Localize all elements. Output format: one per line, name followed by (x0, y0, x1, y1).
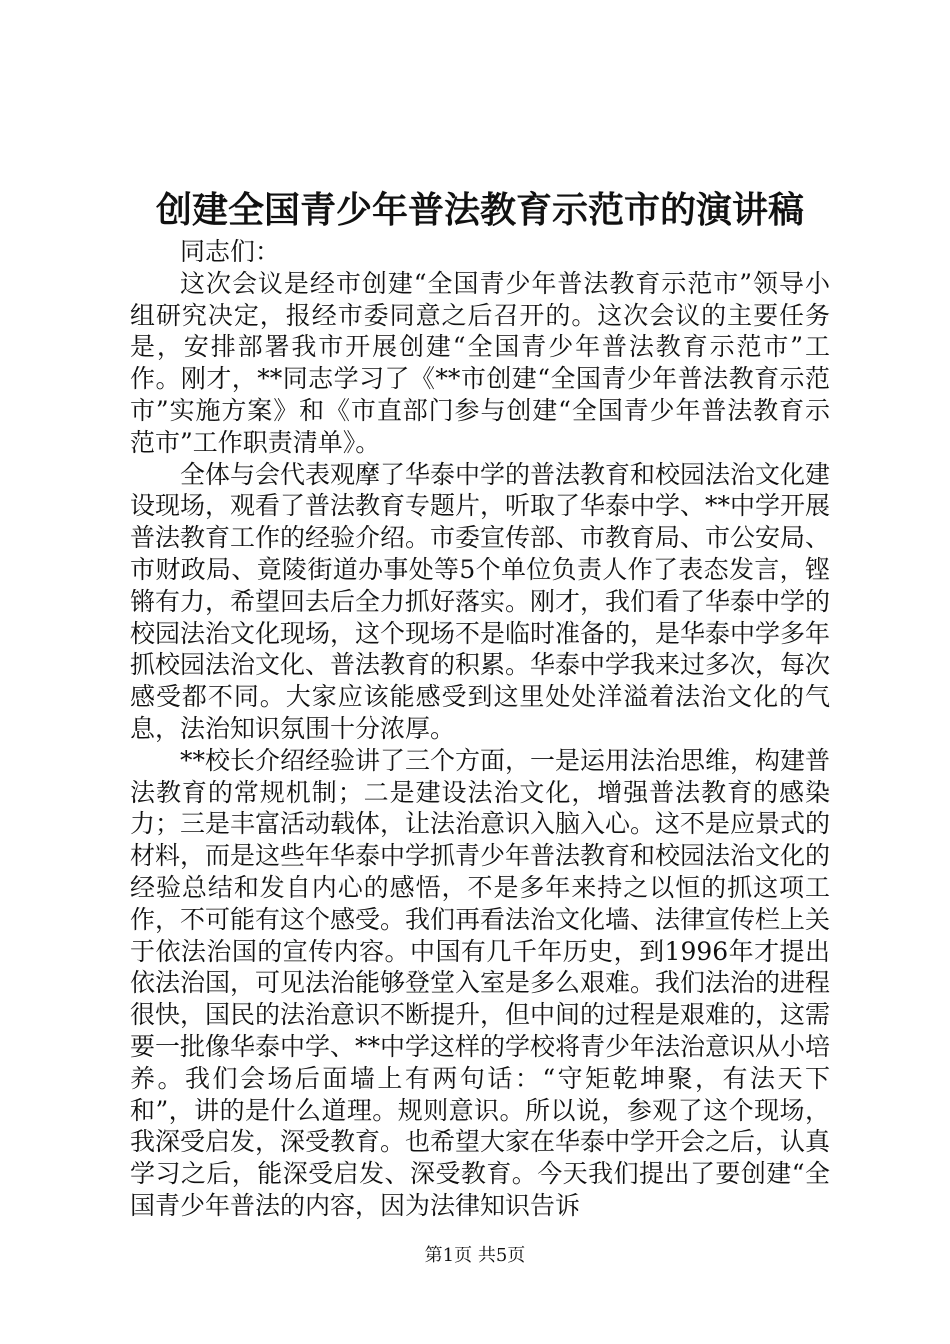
document-body (130, 236, 830, 1222)
document-title: 创建全国青少年普法教育示范市的演讲稿 (155, 189, 804, 231)
body-paragraph-2: 全体与会代表观摩了华泰中学的普法教育和校园法治文化建设现场，观看了普法教育专题片，听取了华泰中学、**中学开展普法教育工作的经验介绍。市委宣传部、市教育局、市公安局、市财政局、竟陵街道办事处等5个单位负责人作了表态发言，铿锵有力，希望回去后全力抓好落实。刚才，我们看了华泰中学的校园法治文化现场，这个现场不是临时准备的，是华泰中学多年抓校园法治文化、普法教育的积累。华泰中学我来过多次，每次感受都不同。大家应该能感受到这里处处洋溢着法治文化的气息，法治知识氛围十分浓厚。 (130, 459, 831, 743)
body-paragraph-1: 这次会议是经市创建“全国青少年普法教育示范市”领导小组研究决定，报经市委同意之后召开的。这次会议的主要任务是，安排部署我市开展创建“全国青少年普法教育示范市”工作。刚才，**同志学习了《**市创建“全国青少年普法教育示范市”实施方案》和《市直部门参与创建“全国青少年普法教育示范市”工作职责清单》。 (130, 268, 830, 457)
page-number-footer: 第1页 共5页 (424, 1245, 526, 1266)
salutation-paragraph: 同志们： (180, 237, 281, 266)
body-paragraph-3: **校长介绍经验讲了三个方面，一是运用法治思维，构建普法教育的常规机制；二是建设法治文化，增强普法教育的感染力；三是丰富活动载体，让法治意识入脑入心。这不是应景式的材料，而是这些年华泰中学抓青少年普法教育和校园法治文化的经验总结和发自内心的感悟，不是多年来持之以恒的抓这项工作，不可能有这个感受。我们再看法治文化墙、法律宣传栏上关于依法治国的宣传内容。中国有几千年历史，到1996年才提出依法治国，可见法治能够登堂入室是多么艰难。我们法治的进程很快，国民的法治意识不断提升，但中间的过程是艰难的，这需要一批像华泰中学、**中学这样的学校将青少年法治意识从小培养。我们会场后面墙上有两句话：“守矩乾坤聚，有法天下和”，讲的是什么道理。规则意识。所以说，参观了这个现场，我深受启发，深受教育。也希望大家在华泰中学开会之后，认真学习之后，能深受启发、深受教育。今天我们提出了要创建“全国青少年普法的内容，因为法律知识告诉 (130, 745, 831, 1220)
